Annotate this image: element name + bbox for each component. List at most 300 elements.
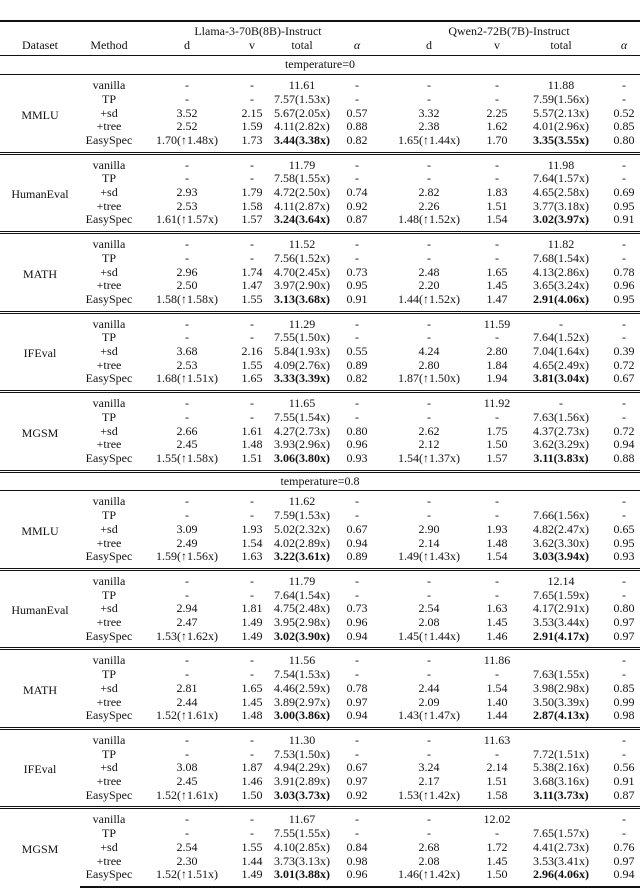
- cell-v: -: [250, 78, 254, 93]
- cell-alpha: -: [336, 233, 378, 252]
- table-row: [0, 841, 640, 855]
- cell-total: 5.02(2.32x): [274, 521, 330, 536]
- cell-d: 3.08: [176, 760, 198, 775]
- cell-d: 1.87(↑1.50x): [398, 371, 460, 386]
- cell-v: -: [495, 330, 499, 345]
- cell-method: +sd: [100, 105, 118, 120]
- cell-alpha: -: [622, 78, 626, 93]
- cell-d: 2.62: [418, 423, 440, 438]
- cell-alpha: -: [622, 667, 626, 682]
- table-row: [0, 589, 640, 603]
- cell-alpha: 0.82: [346, 132, 368, 147]
- model-header-qwen: Qwen2-72B(7B)-Instruct: [448, 24, 570, 38]
- table-row: [0, 425, 640, 439]
- cell-method: EasySpec: [85, 450, 133, 465]
- cell-alpha: 0.94: [346, 628, 368, 643]
- cell-total: [514, 808, 608, 827]
- header-row-columns: [0, 39, 640, 56]
- cell-d: 2.12: [418, 437, 440, 452]
- table-row: [0, 550, 640, 569]
- cell-v: 1.50: [486, 437, 508, 452]
- cell-alpha: -: [622, 508, 626, 523]
- cell-total: 11.79: [268, 569, 336, 588]
- cell-total: 3.62(3.30x): [533, 535, 589, 550]
- cell-v: 2.25: [486, 105, 508, 120]
- cell-v: -: [236, 649, 268, 668]
- cell-d: -: [138, 649, 236, 668]
- cell-d: -: [138, 233, 236, 252]
- cell-v: 1.48: [241, 708, 263, 723]
- cell-v: 1.47: [486, 291, 508, 306]
- cell-d: 1.52(↑1.51x): [138, 868, 236, 887]
- cell-d: -: [185, 330, 189, 345]
- cell-alpha: -: [355, 746, 359, 761]
- cell-v: 1.44: [486, 708, 508, 723]
- col-header-d: d: [138, 39, 236, 56]
- cell-v: 11.92: [480, 392, 514, 411]
- cell-d: 3.32: [418, 105, 440, 120]
- table-row: [0, 411, 640, 425]
- cell-alpha: 0.92: [346, 198, 368, 213]
- cell-d: 2.44: [418, 680, 440, 695]
- cell-alpha: 0.96: [613, 278, 635, 293]
- cell-alpha: -: [336, 808, 378, 827]
- col-header-total: total: [514, 39, 608, 56]
- cell-total: 3.93(2.96x): [274, 437, 330, 452]
- table-row: [0, 153, 640, 172]
- cell-v: -: [480, 569, 514, 588]
- cell-v: 1.45: [486, 615, 508, 630]
- cell-total: 4.01(2.96x): [533, 119, 589, 134]
- cell-method: +sd: [100, 601, 118, 616]
- cell-v: 1.65: [241, 680, 263, 695]
- cell-total: 4.11(2.87x): [274, 198, 330, 213]
- cell-method: TP: [101, 171, 116, 186]
- cell-total: 11.56: [268, 649, 336, 668]
- cell-method: +tree: [96, 198, 122, 213]
- cell-v: 1.84: [486, 357, 508, 372]
- cell-total: 11.79: [268, 153, 336, 172]
- cell-v: -: [250, 826, 254, 841]
- cell-v: 1.54: [241, 535, 263, 550]
- col-header-d: d: [378, 39, 480, 56]
- dataset-name: MMLU: [21, 523, 59, 538]
- table-row: [0, 748, 640, 762]
- cell-total: 7.56(1.52x): [274, 250, 330, 265]
- cell-alpha: 0.67: [346, 760, 368, 775]
- cell-method: +sd: [100, 344, 118, 359]
- table-row: [0, 509, 640, 523]
- cell-total: [514, 728, 608, 747]
- dataset-name: MATH: [0, 233, 80, 313]
- cell-method: +sd: [100, 423, 118, 438]
- cell-total: 11.82: [514, 233, 608, 252]
- cell-d: -: [185, 494, 189, 509]
- cell-alpha: 0.65: [613, 521, 635, 536]
- cell-alpha: 0.73: [346, 601, 368, 616]
- cell-alpha: 0.85: [613, 680, 635, 695]
- col-header-dataset: Dataset: [0, 39, 80, 56]
- cell-v: -: [495, 78, 499, 93]
- cell-total: 7.63(1.56x): [533, 409, 589, 424]
- cell-alpha: 0.91: [346, 291, 368, 306]
- cell-alpha: 0.80: [613, 132, 635, 147]
- cell-v: 1.61: [241, 423, 263, 438]
- cell-alpha: -: [622, 171, 626, 186]
- cell-v: 1.93: [241, 521, 263, 536]
- results-table: [0, 20, 640, 888]
- cell-total: 3.89(2.97x): [274, 694, 330, 709]
- cell-v: 1.45: [486, 853, 508, 868]
- cell-v: 1.54: [486, 212, 508, 227]
- cell-method: +sd: [100, 521, 118, 536]
- cell-total: 11.88: [547, 78, 575, 93]
- cell-v: 1.73: [241, 132, 263, 147]
- cell-v: 1.83: [486, 185, 508, 200]
- col-header-method: Method: [80, 39, 138, 56]
- cell-d: -: [185, 250, 189, 265]
- table-row: [0, 186, 640, 200]
- cell-method: vanilla: [80, 392, 138, 411]
- cell-d: 2.44: [176, 694, 198, 709]
- cell-d: -: [138, 808, 236, 827]
- cell-total: 7.65(1.57x): [533, 826, 589, 841]
- cell-method: EasySpec: [85, 549, 133, 564]
- cell-total: 4.70(2.45x): [274, 264, 330, 279]
- table-row: [0, 523, 640, 537]
- cell-v: -: [250, 494, 254, 509]
- cell-total: 4.37(2.73x): [533, 423, 589, 438]
- cell-total: 4.27(2.73x): [274, 423, 330, 438]
- cell-d: 1.44(↑1.52x): [398, 291, 460, 306]
- cell-method: EasySpec: [85, 291, 133, 306]
- cell-method: +tree: [96, 357, 122, 372]
- cell-v: 1.58: [241, 198, 263, 213]
- cell-d: 2.17: [418, 774, 440, 789]
- cell-alpha: 0.52: [613, 105, 635, 120]
- cell-total: 11.61: [288, 78, 316, 93]
- cell-d: 2.54: [176, 839, 198, 854]
- cell-total: [268, 709, 336, 728]
- cell-d: -: [378, 233, 480, 252]
- cell-v: 1.74: [241, 264, 263, 279]
- table-row: [0, 331, 640, 345]
- cell-alpha: -: [355, 171, 359, 186]
- section-header-row: [0, 56, 640, 75]
- cell-v: -: [495, 171, 499, 186]
- cell-v: -: [236, 312, 268, 331]
- cell-d: -: [427, 171, 431, 186]
- cell-v: 2.15: [241, 105, 263, 120]
- table-row: [0, 616, 640, 630]
- cell-d: 2.66: [176, 423, 198, 438]
- cell-method: EasySpec: [85, 212, 133, 227]
- table-row: [0, 134, 640, 153]
- cell-method: vanilla: [80, 728, 138, 747]
- dataset-name: IFEval: [0, 312, 80, 392]
- cell-alpha: 0.94: [346, 708, 368, 723]
- best-total-value: 3.13(3.68x): [274, 291, 330, 306]
- cell-d: -: [378, 153, 480, 172]
- table-row: [0, 855, 640, 869]
- cell-total: 4.13(2.86x): [533, 264, 589, 279]
- cell-total: [268, 452, 336, 471]
- table-row: [0, 312, 640, 331]
- cell-total: 4.65(2.58x): [533, 185, 589, 200]
- cell-method: EasySpec: [85, 371, 133, 386]
- cell-total: [268, 372, 336, 391]
- cell-d: 1.58(↑1.58x): [156, 291, 218, 306]
- cell-v: 1.79: [241, 185, 263, 200]
- cell-total: [514, 789, 608, 808]
- cell-d: 2.45: [176, 437, 198, 452]
- cell-alpha: -: [355, 508, 359, 523]
- cell-v: 1.59: [241, 119, 263, 134]
- cell-v: -: [250, 746, 254, 761]
- cell-total: 3.62(3.29x): [533, 437, 589, 452]
- cell-v: 1.54: [486, 549, 508, 564]
- cell-total: 7.04(1.64x): [533, 344, 589, 359]
- cell-alpha: 0.73: [346, 264, 368, 279]
- cell-alpha: -: [355, 587, 359, 602]
- dataset-name: IFEval: [0, 728, 80, 808]
- cell-d: 1.55(↑1.58x): [156, 450, 218, 465]
- table-row: [0, 93, 640, 107]
- cell-alpha: 0.91: [613, 774, 635, 789]
- cell-method: +tree: [96, 615, 122, 630]
- cell-d: 2.82: [418, 185, 440, 200]
- cell-total: 12.14: [514, 569, 608, 588]
- cell-total: 5.67(2.05x): [274, 105, 330, 120]
- cell-v: -: [495, 91, 499, 106]
- cell-v: 1.50: [241, 787, 263, 802]
- cell-total: 7.57(1.53x): [274, 91, 330, 106]
- cell-alpha: 0.98: [613, 708, 635, 723]
- cell-alpha: 0.94: [613, 437, 635, 452]
- cell-d: -: [427, 409, 431, 424]
- cell-method: +tree: [96, 437, 122, 452]
- cell-v: -: [250, 409, 254, 424]
- cell-total: [268, 213, 336, 232]
- cell-v: -: [250, 171, 254, 186]
- cell-total: 4.75(2.48x): [274, 601, 330, 616]
- model-header-llama: Llama-3-70B(8B)-Instruct: [194, 24, 322, 38]
- col-header-total: total: [268, 39, 336, 56]
- cell-d: 1.53(↑1.62x): [156, 628, 218, 643]
- cell-total: [268, 789, 336, 808]
- cell-alpha: -: [355, 250, 359, 265]
- cell-alpha: 0.69: [613, 185, 635, 200]
- cell-d: -: [185, 91, 189, 106]
- cell-d: -: [185, 409, 189, 424]
- cell-alpha: 0.93: [613, 549, 635, 564]
- cell-d: 2.90: [418, 521, 440, 536]
- cell-v: 11.63: [480, 728, 514, 747]
- cell-total: 4.10(2.85x): [274, 839, 330, 854]
- best-total-value: 3.02(3.90x): [274, 628, 330, 643]
- cell-total: -: [514, 392, 608, 411]
- cell-method: TP: [101, 91, 116, 106]
- table-row: [0, 266, 640, 280]
- cell-d: -: [378, 808, 480, 827]
- table-row: [0, 172, 640, 186]
- cell-v: 1.63: [486, 601, 508, 616]
- best-total-value: 2.91(4.06x): [533, 291, 589, 306]
- cell-total: [514, 372, 608, 391]
- cell-v: 11.86: [480, 649, 514, 668]
- cell-alpha: 0.88: [613, 450, 635, 465]
- cell-v: 1.47: [241, 278, 263, 293]
- cell-alpha: 0.97: [613, 615, 635, 630]
- table-row: [0, 213, 640, 232]
- cell-d: -: [378, 728, 480, 747]
- cell-v: 1.57: [241, 212, 263, 227]
- cell-v: 1.46: [241, 774, 263, 789]
- cell-d: 2.09: [418, 694, 440, 709]
- cell-alpha: -: [336, 392, 378, 411]
- cell-method: +sd: [100, 680, 118, 695]
- cell-total: 3.98(2.98x): [533, 680, 589, 695]
- cell-method: EasySpec: [80, 868, 138, 887]
- cell-alpha: 0.92: [346, 787, 368, 802]
- cell-method: TP: [101, 667, 116, 682]
- cell-d: -: [427, 667, 431, 682]
- cell-d: 2.93: [176, 185, 198, 200]
- cell-total: 4.72(2.50x): [274, 185, 330, 200]
- cell-d: 1.65(↑1.44x): [398, 132, 460, 147]
- cell-v: -: [236, 233, 268, 252]
- cell-alpha: -: [336, 728, 378, 747]
- cell-d: -: [138, 392, 236, 411]
- cell-total: [514, 293, 608, 312]
- cell-alpha: 0.67: [346, 521, 368, 536]
- cell-method: +sd: [100, 839, 118, 854]
- cell-d: 3.09: [176, 521, 198, 536]
- cell-total: 7.59(1.53x): [274, 508, 330, 523]
- cell-total: 3.68(3.16x): [533, 774, 589, 789]
- cell-d: 2.54: [418, 601, 440, 616]
- cell-method: vanilla: [80, 312, 138, 331]
- cell-total: 3.50(3.39x): [533, 694, 589, 709]
- table-row: [0, 728, 640, 747]
- cell-method: TP: [101, 826, 116, 841]
- cell-alpha: 0.94: [346, 535, 368, 550]
- cell-method: +tree: [96, 694, 122, 709]
- cell-d: -: [427, 587, 431, 602]
- cell-total: [514, 452, 608, 471]
- cell-total: 11.67: [268, 808, 336, 827]
- cell-total: 7.53(1.50x): [274, 746, 330, 761]
- cell-v: -: [495, 250, 499, 265]
- cell-alpha: 0.88: [346, 119, 368, 134]
- cell-alpha: -: [622, 409, 626, 424]
- cell-method: EasySpec: [85, 132, 133, 147]
- cell-total: 4.41(2.73x): [533, 839, 589, 854]
- cell-d: 2.80: [418, 357, 440, 372]
- cell-alpha: 0.84: [346, 839, 368, 854]
- cell-method: TP: [101, 508, 116, 523]
- cell-d: 1.52(↑1.61x): [156, 708, 218, 723]
- cell-alpha: 0.76: [613, 839, 635, 854]
- cell-total: 4.09(2.76x): [274, 357, 330, 372]
- cell-v: 1.62: [486, 119, 508, 134]
- cell-total: 7.59(1.56x): [533, 91, 589, 106]
- best-total-value: 3.00(3.86x): [274, 708, 330, 723]
- cell-alpha: -: [622, 91, 626, 106]
- best-total-value: 3.35(3.55x): [533, 132, 589, 147]
- best-total-value: 2.91(4.17x): [533, 628, 589, 643]
- cell-alpha: -: [622, 826, 626, 841]
- cell-v: 1.87: [241, 760, 263, 775]
- cell-v: 1.49: [236, 868, 268, 887]
- cell-total: 5.38(2.16x): [533, 760, 589, 775]
- cell-total: 7.65(1.59x): [533, 587, 589, 602]
- cell-d: 2.20: [418, 278, 440, 293]
- cell-method: vanilla: [80, 233, 138, 252]
- cell-d: 2.81: [176, 680, 198, 695]
- cell-d: 1.43(↑1.47x): [398, 708, 460, 723]
- best-total-value: 3.01(3.88x): [274, 867, 330, 882]
- cell-method: TP: [101, 746, 116, 761]
- cell-total: [514, 491, 608, 509]
- cell-method: vanilla: [80, 153, 138, 172]
- cell-total: 7.64(1.52x): [533, 330, 589, 345]
- cell-total: [514, 134, 608, 153]
- cell-v: 11.59: [480, 312, 514, 331]
- cell-total: 4.65(2.49x): [533, 357, 589, 372]
- cell-total: [514, 630, 608, 649]
- table-row: [0, 392, 640, 411]
- best-total-value: 2.96(4.06x): [533, 867, 589, 882]
- cell-alpha: -: [336, 153, 378, 172]
- cell-total: [268, 293, 336, 312]
- table-row: [0, 372, 640, 391]
- cell-d: -: [185, 171, 189, 186]
- cell-d: 1.54(↑1.37x): [398, 450, 460, 465]
- cell-alpha: -: [355, 330, 359, 345]
- cell-d: 2.68: [418, 839, 440, 854]
- cell-d: 2.94: [176, 601, 198, 616]
- best-total-value: 3.44(3.38x): [274, 132, 330, 147]
- cell-total: 11.29: [268, 312, 336, 331]
- cell-alpha: 0.80: [613, 601, 635, 616]
- cell-d: 2.38: [418, 119, 440, 134]
- cell-alpha: 0.95: [613, 291, 635, 306]
- cell-v: -: [250, 250, 254, 265]
- cell-alpha: 0.55: [346, 344, 368, 359]
- cell-v: 1.51: [486, 198, 508, 213]
- cell-v: -: [250, 587, 254, 602]
- cell-total: 4.82(2.47x): [533, 521, 589, 536]
- cell-alpha: -: [336, 649, 378, 668]
- table-row: [0, 452, 640, 471]
- cell-v: -: [236, 728, 268, 747]
- cell-v: 1.65: [486, 264, 508, 279]
- cell-d: 4.24: [418, 344, 440, 359]
- cell-v: 1.48: [241, 437, 263, 452]
- cell-total: -: [514, 312, 608, 331]
- col-header-alpha: α: [608, 39, 640, 56]
- table-row: [0, 279, 640, 293]
- cell-d: -: [427, 91, 431, 106]
- cell-d: 1.52(↑1.61x): [156, 787, 218, 802]
- best-total-value: 3.11(3.83x): [533, 450, 589, 465]
- best-total-value: 3.24(3.64x): [274, 212, 330, 227]
- cell-total: 4.11(2.82x): [274, 119, 330, 134]
- cell-v: 12.02: [480, 808, 514, 827]
- cell-total: 7.55(1.55x): [274, 826, 330, 841]
- best-total-value: 3.02(3.97x): [533, 212, 589, 227]
